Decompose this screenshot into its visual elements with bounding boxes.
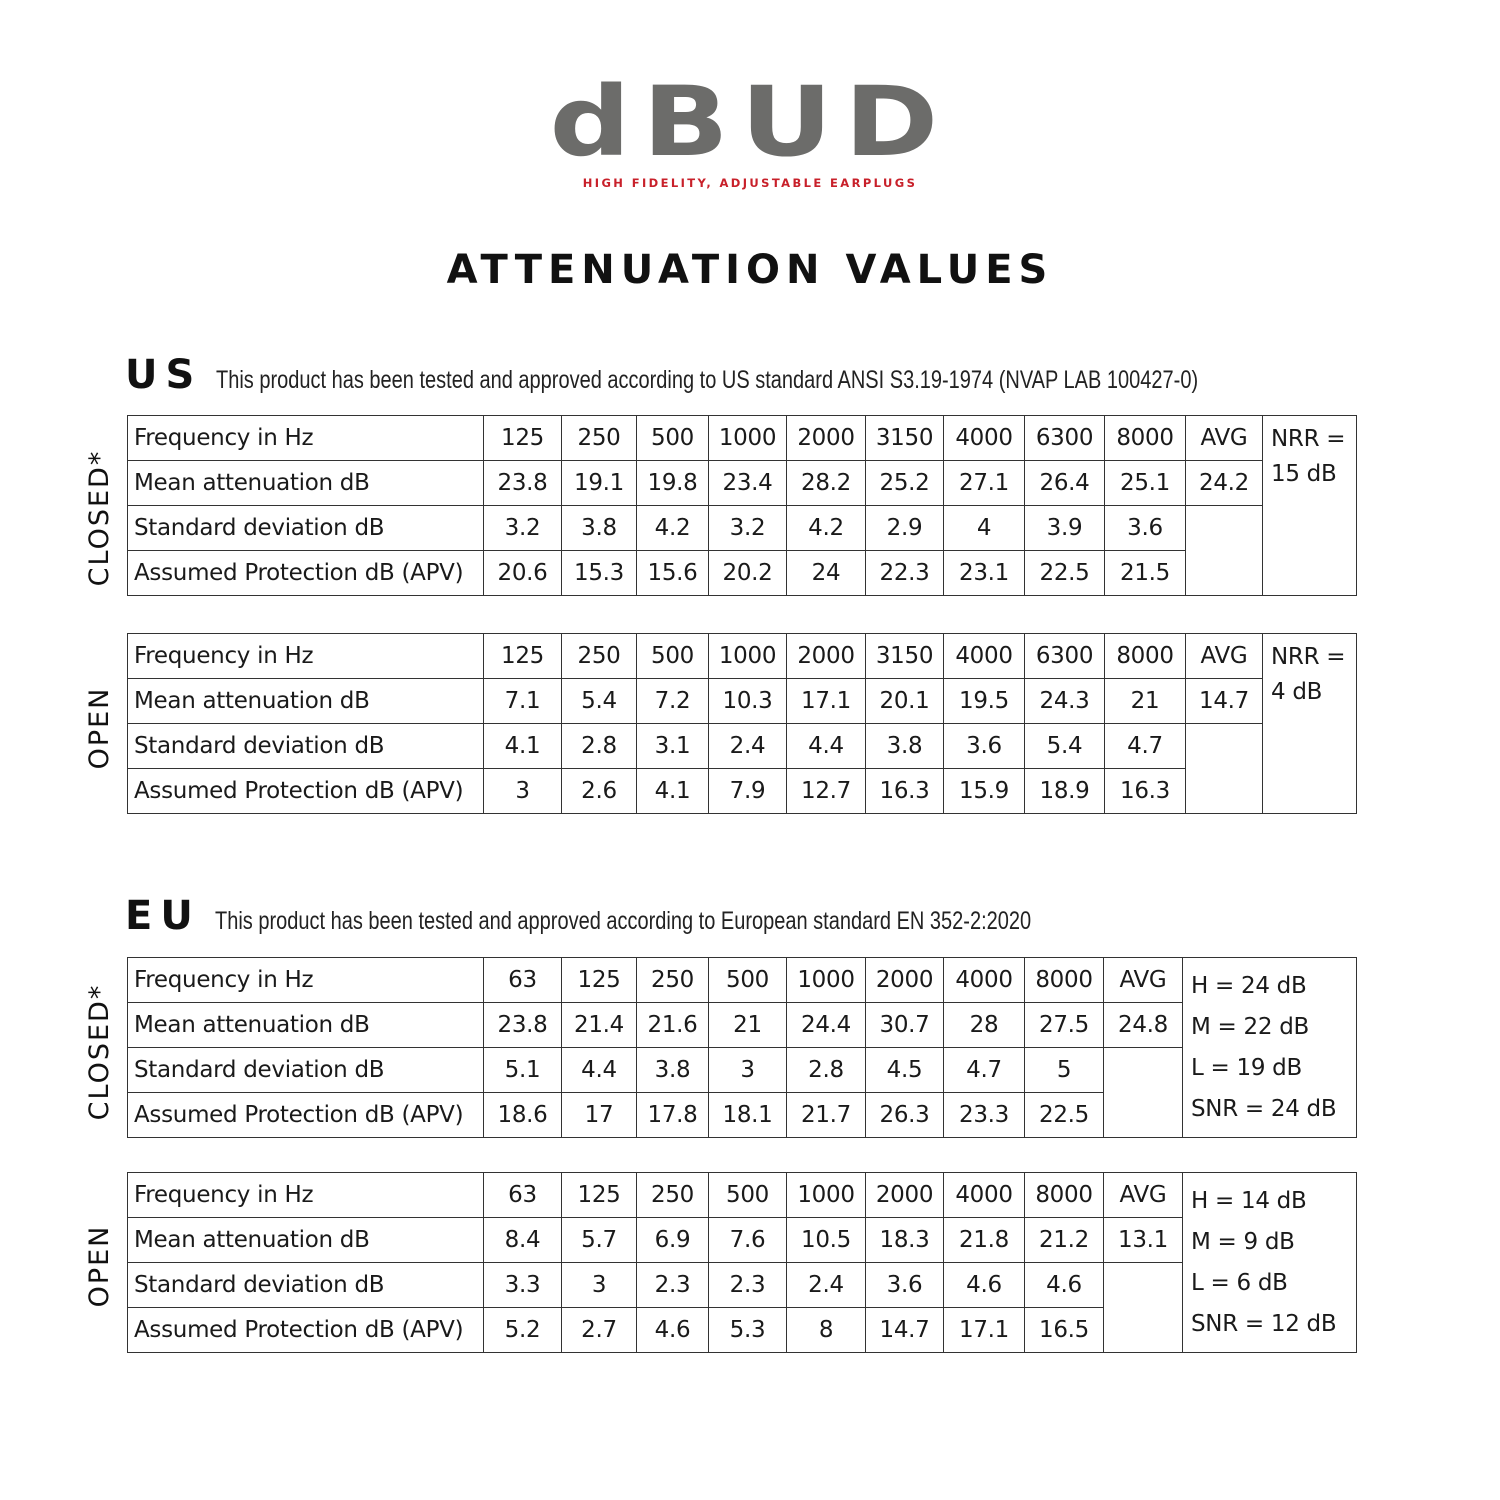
- value-cell: 17.1: [944, 1308, 1025, 1353]
- frequency-header-cell: 6300: [1025, 416, 1105, 461]
- avg-empty-cell: [1104, 1263, 1183, 1353]
- value-cell: 4.2: [787, 506, 866, 551]
- frequency-header-cell: 3150: [866, 416, 944, 461]
- eu-closed-table: [127, 957, 1357, 1138]
- us-closed-row-sd: [128, 506, 1357, 551]
- value-cell: 5.2: [484, 1308, 562, 1353]
- row-label: Standard deviation dB: [128, 1263, 484, 1308]
- value-cell: 18.3: [866, 1218, 944, 1263]
- us-region-code: US: [125, 352, 203, 398]
- eu-closed-label: CLOSED*: [84, 983, 115, 1121]
- frequency-header-cell: 500: [637, 634, 709, 679]
- frequency-header-cell: 1000: [709, 416, 787, 461]
- page-title: ATTENUATION VALUES: [446, 247, 1054, 293]
- value-cell: 24.3: [1025, 679, 1105, 724]
- value-cell: 17.8: [637, 1093, 709, 1138]
- brand-header: [0, 66, 1500, 190]
- frequency-header-cell: 250: [637, 1173, 709, 1218]
- value-cell: 24: [787, 551, 866, 596]
- value-cell: 22.5: [1025, 551, 1105, 596]
- value-cell: 3.6: [944, 724, 1025, 769]
- us-open-row-mean: [128, 679, 1357, 724]
- value-cell: 5.1: [484, 1048, 562, 1093]
- value-cell: 21: [709, 1003, 787, 1048]
- frequency-header-cell: 8000: [1025, 1173, 1104, 1218]
- brand-tagline: HIGH FIDELITY, ADJUSTABLE EARPLUGS: [582, 176, 918, 190]
- eu-region-code: EU: [125, 893, 201, 939]
- value-cell: 3.1: [637, 724, 709, 769]
- frequency-header-cell: 2000: [787, 416, 866, 461]
- eu-section-header: [125, 893, 1235, 939]
- row-label: Frequency in Hz: [128, 634, 484, 679]
- value-cell: 3.3: [484, 1263, 562, 1308]
- value-cell: 7.2: [637, 679, 709, 724]
- rating-line: NRR =: [1271, 426, 1346, 452]
- value-cell: 2.4: [787, 1263, 866, 1308]
- value-cell: 12.7: [787, 769, 866, 814]
- value-cell: 20.1: [866, 679, 944, 724]
- value-cell: 18.6: [484, 1093, 562, 1138]
- avg-value-cell: 24.2: [1186, 461, 1263, 506]
- value-cell: 5.7: [562, 1218, 637, 1263]
- value-cell: 5.3: [709, 1308, 787, 1353]
- value-cell: 4.4: [787, 724, 866, 769]
- value-cell: 30.7: [866, 1003, 944, 1048]
- us-closed-table: [127, 415, 1357, 596]
- eu-open-table: [127, 1172, 1357, 1353]
- value-cell: 17.1: [787, 679, 866, 724]
- frequency-header-cell: 1000: [787, 1173, 866, 1218]
- value-cell: 4: [944, 506, 1025, 551]
- value-cell: 16.5: [1025, 1308, 1104, 1353]
- value-cell: 4.2: [637, 506, 709, 551]
- value-cell: 15.3: [562, 551, 637, 596]
- frequency-header-cell: 250: [562, 634, 637, 679]
- eu-open-label: OPEN: [84, 1224, 115, 1308]
- value-cell: 5.4: [1025, 724, 1105, 769]
- us-open-row-frequency: [128, 634, 1357, 679]
- value-cell: 3: [709, 1048, 787, 1093]
- value-cell: 19.8: [637, 461, 709, 506]
- avg-header-cell: AVG: [1186, 634, 1263, 679]
- eu-closed-rating-summary: [1183, 958, 1357, 1138]
- eu-open-row-mean: [128, 1218, 1357, 1263]
- us-standard-description: This product has been tested and approved according to US standard ANSI S3.19-1974 (NVAP LAB 100427-0): [216, 366, 1199, 394]
- value-cell: 4.1: [484, 724, 562, 769]
- value-cell: 2.3: [709, 1263, 787, 1308]
- frequency-header-cell: 1000: [709, 634, 787, 679]
- rating-line: L = 6 dB: [1191, 1269, 1288, 1296]
- value-cell: 3.9: [1025, 506, 1105, 551]
- frequency-header-cell: 4000: [944, 634, 1025, 679]
- frequency-header-cell: 8000: [1105, 416, 1186, 461]
- us-closed-label: CLOSED*: [84, 449, 115, 587]
- value-cell: 4.7: [1105, 724, 1186, 769]
- row-label: Standard deviation dB: [128, 506, 484, 551]
- value-cell: 26.4: [1025, 461, 1105, 506]
- value-cell: 21.8: [944, 1218, 1025, 1263]
- frequency-header-cell: 4000: [944, 416, 1025, 461]
- value-cell: 21.7: [787, 1093, 866, 1138]
- value-cell: 20.6: [484, 551, 562, 596]
- row-label: Frequency in Hz: [128, 416, 484, 461]
- avg-empty-cell: [1186, 724, 1263, 814]
- value-cell: 18.9: [1025, 769, 1105, 814]
- value-cell: 3.6: [1105, 506, 1186, 551]
- us-open-row-sd: [128, 724, 1357, 769]
- value-cell: 21: [1105, 679, 1186, 724]
- row-label: Standard deviation dB: [128, 1048, 484, 1093]
- us-closed-row-frequency: [128, 416, 1357, 461]
- value-cell: 21.6: [637, 1003, 709, 1048]
- frequency-header-cell: 250: [562, 416, 637, 461]
- frequency-header-cell: 8000: [1105, 634, 1186, 679]
- value-cell: 3.8: [866, 724, 944, 769]
- value-cell: 15.6: [637, 551, 709, 596]
- value-cell: 17: [562, 1093, 637, 1138]
- value-cell: 5: [1025, 1048, 1104, 1093]
- value-cell: 7.6: [709, 1218, 787, 1263]
- frequency-header-cell: 500: [637, 416, 709, 461]
- rating-line: SNR = 24 dB: [1191, 1095, 1337, 1122]
- us-section-header: [125, 352, 1444, 398]
- value-cell: 26.3: [866, 1093, 944, 1138]
- row-label: Mean attenuation dB: [128, 1003, 484, 1048]
- value-cell: 21.2: [1025, 1218, 1104, 1263]
- frequency-header-cell: 63: [484, 1173, 562, 1218]
- eu-closed-row-frequency: [128, 958, 1357, 1003]
- value-cell: 23.8: [484, 461, 562, 506]
- value-cell: 22.3: [866, 551, 944, 596]
- value-cell: 23.8: [484, 1003, 562, 1048]
- rating-line: SNR = 12 dB: [1191, 1310, 1337, 1337]
- eu-closed-row-mean: [128, 1003, 1357, 1048]
- avg-value-cell: 14.7: [1186, 679, 1263, 724]
- value-cell: 27.5: [1025, 1003, 1104, 1048]
- frequency-header-cell: 250: [637, 958, 709, 1003]
- frequency-header-cell: 3150: [866, 634, 944, 679]
- row-label: Assumed Protection dB (APV): [128, 1093, 484, 1138]
- frequency-header-cell: 2000: [787, 634, 866, 679]
- avg-header-cell: AVG: [1186, 416, 1263, 461]
- avg-value-cell: 13.1: [1104, 1218, 1183, 1263]
- value-cell: 4.5: [866, 1048, 944, 1093]
- value-cell: 7.1: [484, 679, 562, 724]
- frequency-header-cell: 1000: [787, 958, 866, 1003]
- value-cell: 3.2: [484, 506, 562, 551]
- value-cell: 4.6: [1025, 1263, 1104, 1308]
- rating-line: 15 dB: [1271, 461, 1337, 487]
- value-cell: 16.3: [866, 769, 944, 814]
- avg-empty-cell: [1186, 506, 1263, 596]
- frequency-header-cell: 8000: [1025, 958, 1104, 1003]
- value-cell: 16.3: [1105, 769, 1186, 814]
- value-cell: 8.4: [484, 1218, 562, 1263]
- value-cell: 4.6: [637, 1308, 709, 1353]
- us-open-rating-summary: [1263, 634, 1357, 814]
- value-cell: 4.1: [637, 769, 709, 814]
- value-cell: 5.4: [562, 679, 637, 724]
- value-cell: 20.2: [709, 551, 787, 596]
- row-label: Mean attenuation dB: [128, 461, 484, 506]
- rating-line: NRR =: [1271, 644, 1346, 670]
- value-cell: 14.7: [866, 1308, 944, 1353]
- us-open-label: OPEN: [84, 686, 115, 770]
- avg-value-cell: 24.8: [1104, 1003, 1183, 1048]
- row-label: Assumed Protection dB (APV): [128, 769, 484, 814]
- value-cell: 2.9: [866, 506, 944, 551]
- rating-line: L = 19 dB: [1191, 1054, 1302, 1081]
- frequency-header-cell: 125: [484, 634, 562, 679]
- value-cell: 7.9: [709, 769, 787, 814]
- frequency-header-cell: 500: [709, 1173, 787, 1218]
- value-cell: 4.7: [944, 1048, 1025, 1093]
- frequency-header-cell: 4000: [944, 1173, 1025, 1218]
- value-cell: 3.2: [709, 506, 787, 551]
- row-label: Assumed Protection dB (APV): [128, 1308, 484, 1353]
- frequency-header-cell: 6300: [1025, 634, 1105, 679]
- avg-empty-cell: [1104, 1048, 1183, 1138]
- value-cell: 3.6: [866, 1263, 944, 1308]
- value-cell: 28: [944, 1003, 1025, 1048]
- rating-line: M = 22 dB: [1191, 1013, 1309, 1040]
- value-cell: 6.9: [637, 1218, 709, 1263]
- rating-line: H = 14 dB: [1191, 1187, 1307, 1214]
- eu-standard-description: This product has been tested and approved according to European standard EN 352-2:2020: [214, 907, 1031, 935]
- value-cell: 27.1: [944, 461, 1025, 506]
- value-cell: 21.5: [1105, 551, 1186, 596]
- rating-line: 4 dB: [1271, 679, 1323, 705]
- us-closed-row-mean: [128, 461, 1357, 506]
- us-open-row-apv: [128, 769, 1357, 814]
- value-cell: 3.8: [637, 1048, 709, 1093]
- brand-logo: dBUD: [549, 66, 951, 178]
- row-label: Standard deviation dB: [128, 724, 484, 769]
- us-closed-rating-summary: [1263, 416, 1357, 596]
- row-label: Frequency in Hz: [128, 958, 484, 1003]
- value-cell: 23.4: [709, 461, 787, 506]
- row-label: Mean attenuation dB: [128, 1218, 484, 1263]
- value-cell: 2.8: [562, 724, 637, 769]
- frequency-header-cell: 500: [709, 958, 787, 1003]
- eu-open-row-sd: [128, 1263, 1357, 1308]
- avg-header-cell: AVG: [1104, 1173, 1183, 1218]
- value-cell: 23.1: [944, 551, 1025, 596]
- value-cell: 21.4: [562, 1003, 637, 1048]
- eu-open-row-frequency: [128, 1173, 1357, 1218]
- rating-line: H = 24 dB: [1191, 972, 1307, 999]
- row-label: Frequency in Hz: [128, 1173, 484, 1218]
- value-cell: 22.5: [1025, 1093, 1104, 1138]
- value-cell: 2.3: [637, 1263, 709, 1308]
- value-cell: 3: [562, 1263, 637, 1308]
- value-cell: 4.6: [944, 1263, 1025, 1308]
- us-closed-row-apv: [128, 551, 1357, 596]
- value-cell: 8: [787, 1308, 866, 1353]
- frequency-header-cell: 2000: [866, 958, 944, 1003]
- eu-open-rating-summary: [1183, 1173, 1357, 1353]
- value-cell: 28.2: [787, 461, 866, 506]
- row-label: Assumed Protection dB (APV): [128, 551, 484, 596]
- frequency-header-cell: 125: [562, 1173, 637, 1218]
- avg-header-cell: AVG: [1104, 958, 1183, 1003]
- value-cell: 24.4: [787, 1003, 866, 1048]
- value-cell: 3.8: [562, 506, 637, 551]
- value-cell: 2.8: [787, 1048, 866, 1093]
- frequency-header-cell: 2000: [866, 1173, 944, 1218]
- row-label: Mean attenuation dB: [128, 679, 484, 724]
- frequency-header-cell: 4000: [944, 958, 1025, 1003]
- value-cell: 10.5: [787, 1218, 866, 1263]
- value-cell: 23.3: [944, 1093, 1025, 1138]
- value-cell: 3: [484, 769, 562, 814]
- rating-line: M = 9 dB: [1191, 1228, 1295, 1255]
- value-cell: 25.2: [866, 461, 944, 506]
- value-cell: 25.1: [1105, 461, 1186, 506]
- frequency-header-cell: 125: [562, 958, 637, 1003]
- value-cell: 4.4: [562, 1048, 637, 1093]
- value-cell: 18.1: [709, 1093, 787, 1138]
- value-cell: 10.3: [709, 679, 787, 724]
- value-cell: 19.1: [562, 461, 637, 506]
- us-open-table: [127, 633, 1357, 814]
- frequency-header-cell: 63: [484, 958, 562, 1003]
- frequency-header-cell: 125: [484, 416, 562, 461]
- eu-closed-row-sd: [128, 1048, 1357, 1093]
- value-cell: 2.7: [562, 1308, 637, 1353]
- value-cell: 2.4: [709, 724, 787, 769]
- value-cell: 15.9: [944, 769, 1025, 814]
- value-cell: 19.5: [944, 679, 1025, 724]
- value-cell: 2.6: [562, 769, 637, 814]
